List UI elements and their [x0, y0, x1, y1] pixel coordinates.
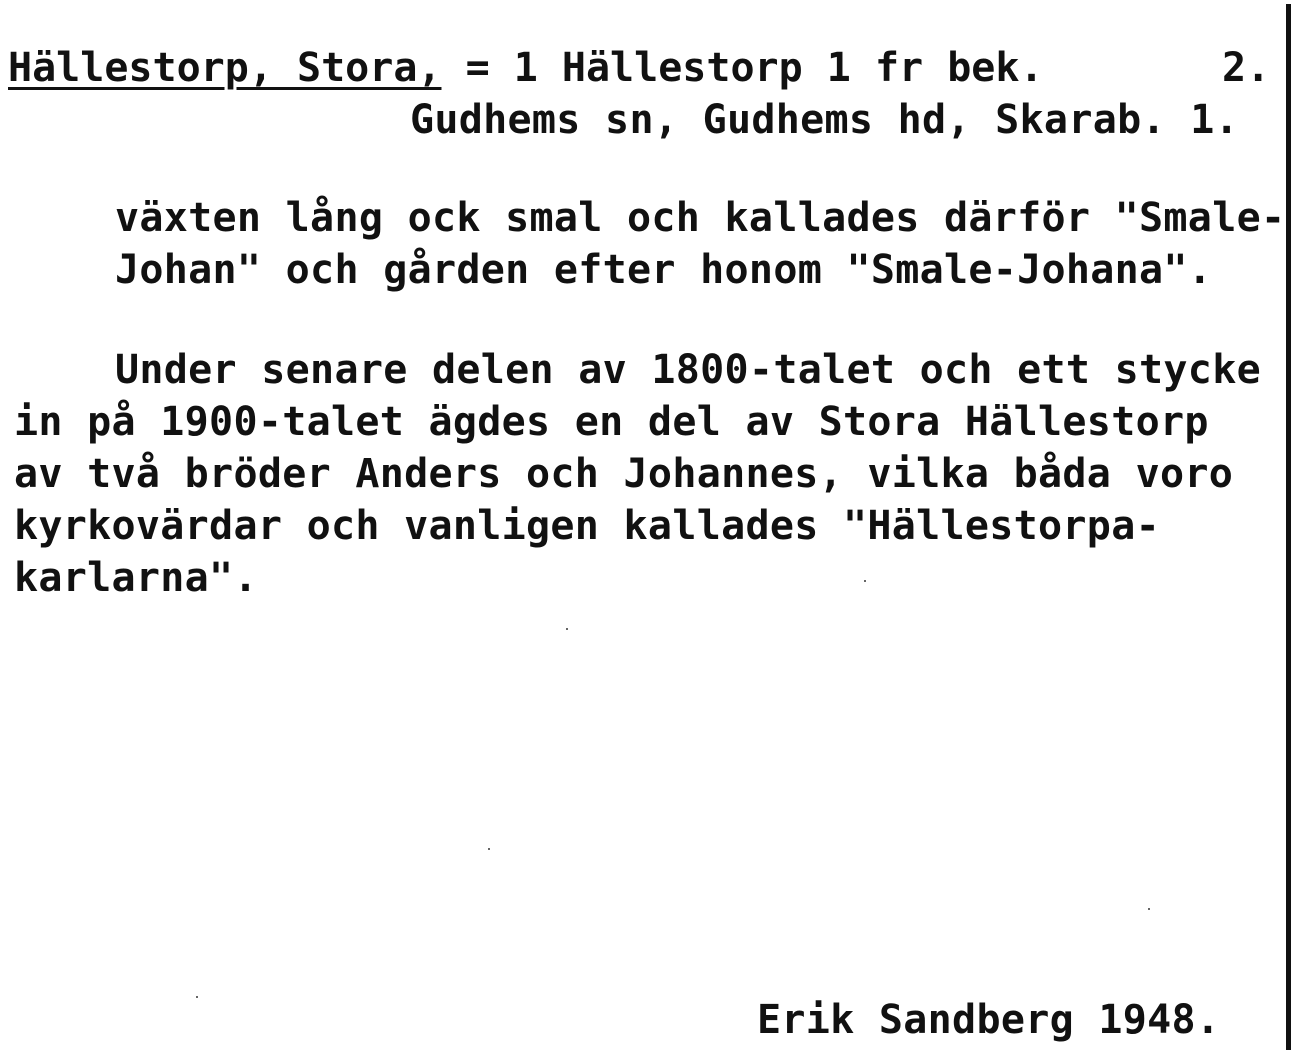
paragraph-2-line-4: kyrkovärdar och vanligen kallades "Hällestorpa-	[14, 503, 1160, 549]
paragraph-1-line-2: Johan" och gården efter honom "Smale-Johana".	[115, 247, 1213, 293]
location-line: Gudhems sn, Gudhems hd, Skarab. 1.	[410, 97, 1239, 143]
card-header	[8, 44, 1044, 92]
paragraph-1-line-1: växten lång ock smal och kallades därför "Smale-	[115, 195, 1286, 241]
paragraph-2-line-1: Under senare delen av 1800-talet och ett stycke	[115, 347, 1261, 393]
card-number: 2.	[1222, 45, 1271, 91]
paragraph-2-line-2: in på 1900-talet ägdes en del av Stora Hällestorp	[14, 399, 1209, 445]
scan-speck	[864, 580, 866, 582]
paragraph-2-line-5: karlarna".	[14, 555, 258, 601]
scan-speck	[196, 996, 198, 998]
paragraph-2-line-3: av två bröder Anders och Johannes, vilka båda voro	[14, 451, 1234, 497]
scan-speck	[566, 628, 568, 630]
scan-speck	[488, 848, 490, 850]
card-edge-line	[1286, 4, 1291, 1050]
place-reference: = 1 Hällestorp 1 fr bek.	[441, 45, 1044, 91]
place-name: Hällestorp, Stora,	[8, 45, 442, 91]
scan-speck	[1148, 908, 1150, 910]
signature: Erik Sandberg 1948.	[757, 997, 1221, 1043]
